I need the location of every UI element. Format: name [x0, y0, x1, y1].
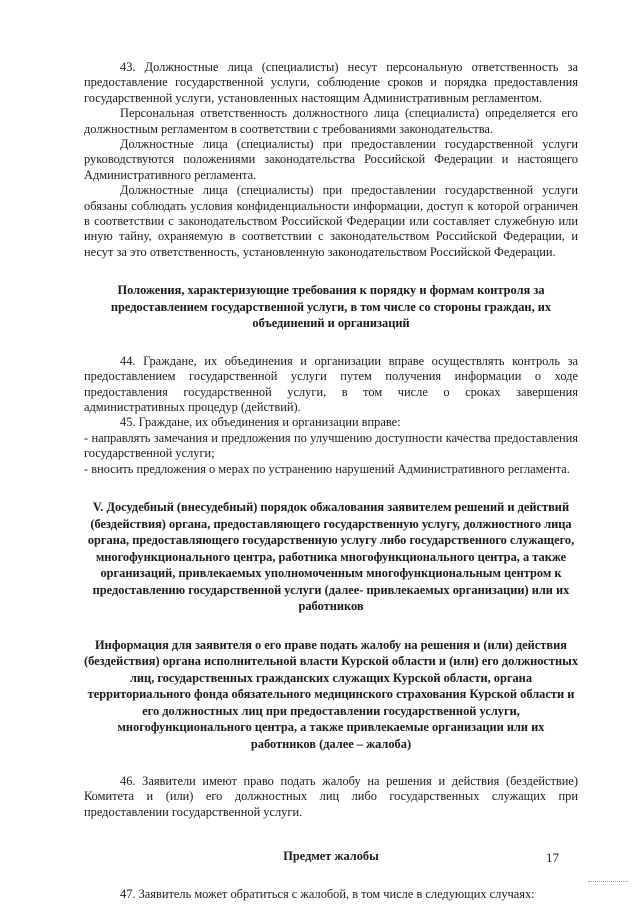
heading-complaint-subject: Предмет жалобы	[283, 849, 379, 864]
heading-section-v: V. Досудебный (внесудебный) порядок обжалования заявителем решений и действий (бездействия) органа, предоставляющего государственную услугу, должностного лица органа, предоставляющего государственную услугу либо государственного служащего, многофункционального центра, работника многофункционального центра, а также организаций, привлекаемых уполномоченным многофункциональным центром к предоставлению государственной услуги (далее- привлекаемых организации) или их работников	[87, 500, 575, 614]
heading-complaint-information: Информация для заявителя о его праве подать жалобу на решения и (или) действия (бездействия) органа исполнительной власти Курской области и (или) его должностных лиц, государственных гражданских служащих Курской области, органа территориального фонда обязательного медицинского страхования Курской области и его должностных лиц при предоставлении государственной услуги, многофункционального центра, а также привлекаемые организации или их работников (далее – жалоба)	[84, 637, 579, 751]
spacer	[84, 477, 578, 499]
paragraph-43-legislation: Должностные лица (специалисты) при предоставлении государственной услуги руководствуются положениями законодательства Российской Федерации и настоящего Административного регламента.	[84, 137, 578, 182]
paragraph-46: 46. Заявители имеют право подать жалобу на решения и действия (бездействие) Комитета и (или) его должностных лиц либо государственных служащих при предоставлении государственной услуги.	[84, 774, 578, 819]
paragraph-43-responsibility: Персональная ответственность должностного лица (специалиста) определяется его должностным регламентом в соответствии с требованиями законодательства.	[84, 106, 578, 136]
paragraph-44: 44. Граждане, их объединения и организации вправе осуществлять контроль за предоставлением государственной услуги путем получения информации о ходе предоставления государственной услуги, в том числе о сроках завершения административных процедур (действий).	[84, 353, 578, 414]
paragraph-43: 43. Должностные лица (специалисты) несут персональную ответственность за предоставление государственной услуги, соблюдение сроков и порядка предоставления государственной услуги, установленных настоящим Административным регламентом.	[84, 60, 578, 105]
spacer	[84, 260, 578, 282]
page-number: 17	[546, 850, 559, 865]
heading-control-requirements: Положения, характеризующие требования к порядку и формам контроля за предоставлением государственной услуги, в том числе со стороны граждан, их объединений и организаций	[110, 283, 552, 331]
spacer	[84, 615, 578, 637]
spacer	[84, 332, 578, 354]
page-content	[84, 60, 578, 902]
list-item-45-remarks: - направлять замечания и предложения по улучшению доступности качества предоставления государственной услуги;	[84, 430, 578, 461]
spacer	[84, 752, 578, 774]
paragraph-47: 47. Заявитель может обратиться с жалобой, в том числе в следующих случаях:	[120, 886, 535, 901]
list-item-45-proposals: - вносить предложения о мерах по устранению нарушений Административного регламента.	[84, 461, 570, 476]
paragraph-45-intro: 45. Граждане, их объединения и организации вправе:	[120, 415, 401, 430]
spacer	[84, 820, 578, 848]
scan-artifact-line	[588, 881, 628, 883]
spacer	[84, 865, 578, 887]
paragraph-43-confidentiality: Должностные лица (специалисты) при предоставлении государственной услуги обязаны соблюдать условия конфиденциальности информации, доступ к которой ограничен в соответствии с законодательством Российской Федерации или составляет служебную или иную тайну, охраняемую в соответствии с законодательством Российской Федерации, и несут за это ответственность, установленную законодательством Российской Федерации.	[84, 183, 578, 259]
